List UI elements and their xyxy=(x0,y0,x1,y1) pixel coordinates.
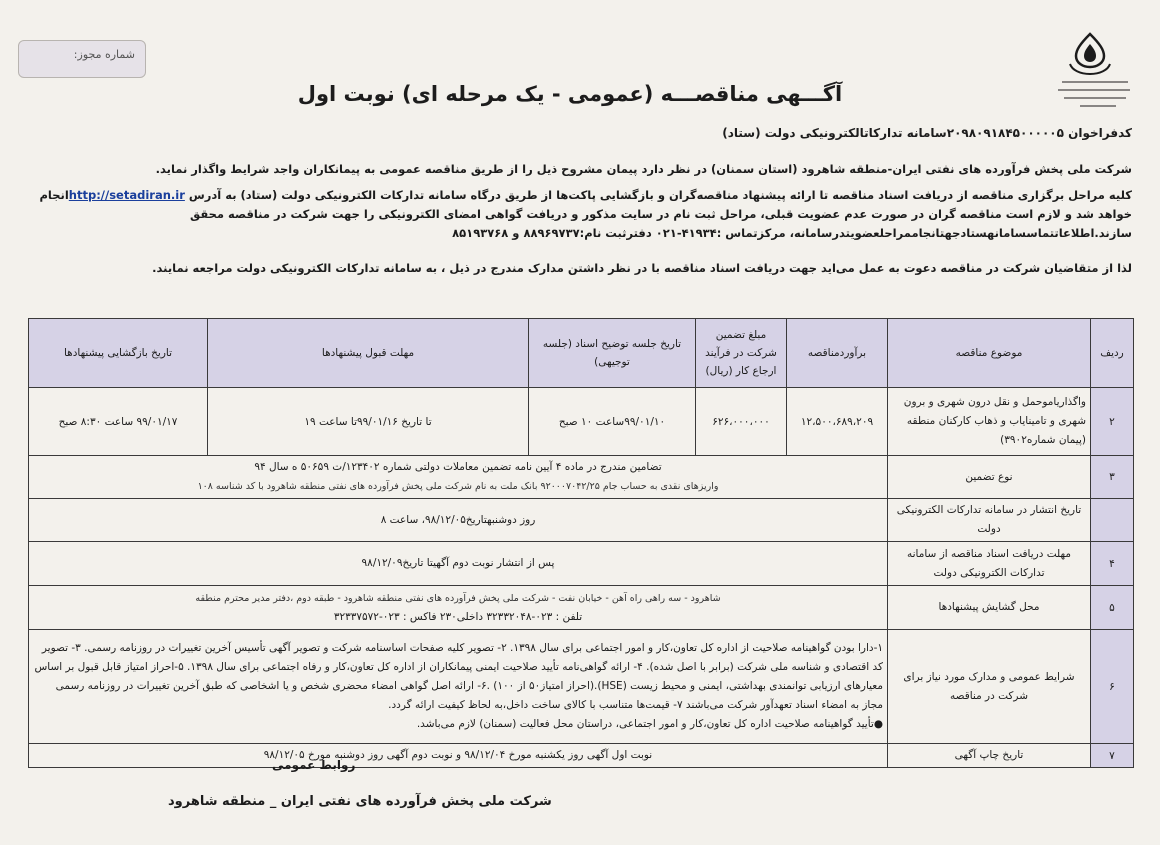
header-guarantee: مبلغ تضمین شرکت در فرآیند ارجاع کار (ریال) xyxy=(696,319,787,388)
tender-subject: واگذاریاموحمل و نقل درون شهری و برون شهری و تامینایاب و ذهاب کارکنان منطقه (پیمان شماره۳۹۰۲) xyxy=(888,388,1091,456)
row-label: تاریخ انتشار در سامانه تدارکات الکترونیکی دولت xyxy=(888,499,1091,542)
row-number: ۴ xyxy=(1091,542,1134,586)
header-opening-date: تاریخ بازگشایی پیشنهادها xyxy=(29,319,208,388)
tender-estimate: ۱۲،۵۰۰،۶۸۹،۲۰۹ xyxy=(787,388,888,456)
row-value xyxy=(29,586,888,630)
opening-date: ۹۹/۰۱/۱۷ ساعت ۸:۳۰ صبح xyxy=(29,388,208,456)
row-value: روز دوشنبهتاریخ۹۸/۱۲/۰۵، ساعت ۸ xyxy=(29,499,888,542)
public-relations-signature: روابط عمومی xyxy=(272,758,356,772)
row-label: مهلت دریافت اسناد مناقصه از سامانه تدارکات الکترونیکی دولت xyxy=(888,542,1091,586)
table-row xyxy=(29,630,1134,744)
row-label: نوع تضمین xyxy=(888,456,1091,499)
header-subject: موضوع مناقصه xyxy=(888,319,1091,388)
intro-paragraph-3: لذا از متقاضیان شرکت در مناقصه دعوت به عمل می‌اید جهت دریافت اسناد مناقصه با در نظر داشتن مدارک مندرج در ذیل ، به سامانه تدارکات الکترونیکی دولت مراجعه نمایند. xyxy=(152,261,1132,275)
table-row xyxy=(29,586,1134,630)
conditions-note: ●تأیید گواهینامه صلاحیت اداره کل تعاون،کار و امور اجتماعی، دراستان محل فعالیت (سمنان) لازم می‌باشد. xyxy=(416,718,883,730)
bank-account-text: واریزهای نقدی به حساب جام ۹۲۰۰۰۷۰۴۲/۲۵ بانک ملت به نام شرکت ملی پخش فرآورده های نفتی منطقه شاهرود با کد شناسه ۱۰۸ xyxy=(197,481,719,492)
conditions-text: ۱-دارا بودن گواهینامه صلاحیت از اداره کل تعاون،کار و امور اجتماعی برای سال ۱۳۹۸. ۲- تصویر کلیه صفحات اساسنامه شرکت و تصویر آگهی تأسیس آخرین تغییرات در روزنامه رسمی. ۳- تصویر کد اقتصادی و شناسه ملی شرکت (برابر با اصل شده). ۴- ارائه گواهی‌نامه تأیید صلاحیت ایمنی پیمانکاران از اداره کل تعاون،کار و رفاه اجتماعی برای سال ۱۳۹۸. ۵-احراز امتیاز قابل قبول بر اساس معیارهای ارزیابی توانمندی بهداشتی، ایمنی و محیط زیست (HSE).(احراز امتیاز۵۰ از ۱۰۰) .۶- ارائه اصل گواهی امضاء محضری شخص و یا اشخاصی که طبق آخرین تغییرات در روزنامه رسمی مجاز به امضاء اسناد تعهدآور شرکت می‌باشند ۷- قیمت‌ها متناسب با کالای ساخت داخل،به لحاظ کیفیت ارائه گردد. xyxy=(34,642,883,711)
flame-drop-icon xyxy=(1070,34,1110,74)
row-number: ۶ xyxy=(1091,630,1134,744)
opening-address-text: شاهرود - سه راهی راه آهن - خیابان نفت - شرکت ملی پخش فرآورده های نفتی منطقه شاهرود - طبقه دوم ،دفتر مدیر محترم منطقه xyxy=(195,592,721,604)
row-value: پس از انتشار نوبت دوم آگهیتا تاریخ۹۸/۱۲/۰۹ xyxy=(29,542,888,586)
setad-link[interactable]: http://setadiran.ir xyxy=(68,188,185,202)
row-number: ۲ xyxy=(1091,388,1134,456)
row-number: ۷ xyxy=(1091,744,1134,768)
table-row xyxy=(29,744,1134,768)
header-deadline: مهلت قبول پیشنهادها xyxy=(208,319,529,388)
row-label: تاریخ چاپ آگهی xyxy=(888,744,1091,768)
row-value xyxy=(29,630,888,744)
intro-paragraph-2 xyxy=(22,186,1132,243)
opening-phone-text: تلفن : ۰۲۳-۳۲۳۳۲۰۴۸ داخلی۲۳۰ فاکس : ۰۲۳-۳۲۳۳۷۵۷۲ xyxy=(333,610,583,623)
company-signature: شرکت ملی پخش فرآورده های نفتی ایران _ منطقه شاهرود xyxy=(168,794,552,809)
call-code-line: کدفراخوان ۲۰۹۸۰۹۱۸۴۵۰۰۰۰۰۵سامانه تدارکاتالکترونیکی دولت (ستاد) xyxy=(722,126,1132,140)
page-title: آگـــهی مناقصـــه (عمومی - یک مرحله ای) نوبت اول xyxy=(297,82,843,106)
table-header-row xyxy=(29,319,1134,388)
table-row xyxy=(29,499,1134,542)
header-estimate: برآوردمناقصه xyxy=(787,319,888,388)
row-value xyxy=(29,456,888,499)
permit-label: شماره مجوز: xyxy=(73,48,135,61)
row-label: شرایط عمومی و مدارک مورد نیاز برای شرکت در مناقصه xyxy=(888,630,1091,744)
tender-table xyxy=(28,318,1134,768)
row-number: ۳ xyxy=(1091,456,1134,499)
tender-guarantee: ۶۲۶،۰۰۰،۰۰۰ xyxy=(696,388,787,456)
header-row-number: ردیف xyxy=(1091,319,1134,388)
table-row xyxy=(29,542,1134,586)
guarantee-type-text: تضامین مندرج در ماده ۴ آیین نامه تضمین معاملات دولتی شماره ۱۲۳۴۰۲/ت ۵۰۶۵۹ ه سال ۹۴ xyxy=(254,461,662,473)
intro-text-b: انجام خواهد شد و لازم است مناقصه گران در صورت عدم عضویت قبلی، مراحل ثبت نام در سایت مذکور و دریافت گواهی امضای الکترونیکی را جهت شرکت در مناقصه محقق سازند.اطلاعاتتماسسامانهستادجهتانجاممراحلعضویتدرسامانه، مرکزتماس :۴۱۹۳۴-۰۲۱ دفترثبت نام:۸۸۹۶۹۷۳۷ و ۸۵۱۹۳۷۶۸ xyxy=(39,188,1132,240)
company-logo xyxy=(1040,30,1140,120)
deadline-date: تا تاریخ ۹۹/۰۱/۱۶تا ساعت ۱۹ xyxy=(208,388,529,456)
table-row xyxy=(29,456,1134,499)
row-number xyxy=(1091,499,1134,542)
row-value: نوبت اول آگهی روز یکشنبه مورخ ۹۸/۱۲/۰۴ و نوبت دوم آگهی روز دوشنبه مورخ ۹۸/۱۲/۰۵ xyxy=(29,744,888,768)
table-row xyxy=(29,388,1134,456)
intro-paragraph-1: شرکت ملی پخش فرآورده های نفتی ایران-منطقه شاهرود (استان سمنان) در نظر دارد پیمان مشروح ذیل را از طریق مناقصه عمومی به پیمانکاران واجد شرایط واگذار نماید. xyxy=(155,162,1132,176)
row-label: محل گشایش پیشنهادها xyxy=(888,586,1091,630)
intro-text-a: کلیه مراحل برگزاری مناقصه از دریافت اسناد مناقصه تا ارائه پیشنهاد مناقصه‌گران و بازگشایی پاکت‌ها از طریق درگاه سامانه تدارکات الکترونیکی دولت (ستاد) به آدرس xyxy=(188,188,1132,202)
header-meeting-date: تاریخ جلسه توضیح اسناد (جلسه توجیهی) xyxy=(529,319,696,388)
meeting-date: ۹۹/۰۱/۱۰ساعت ۱۰ صبح xyxy=(529,388,696,456)
row-number: ۵ xyxy=(1091,586,1134,630)
permit-number-box xyxy=(18,40,146,78)
